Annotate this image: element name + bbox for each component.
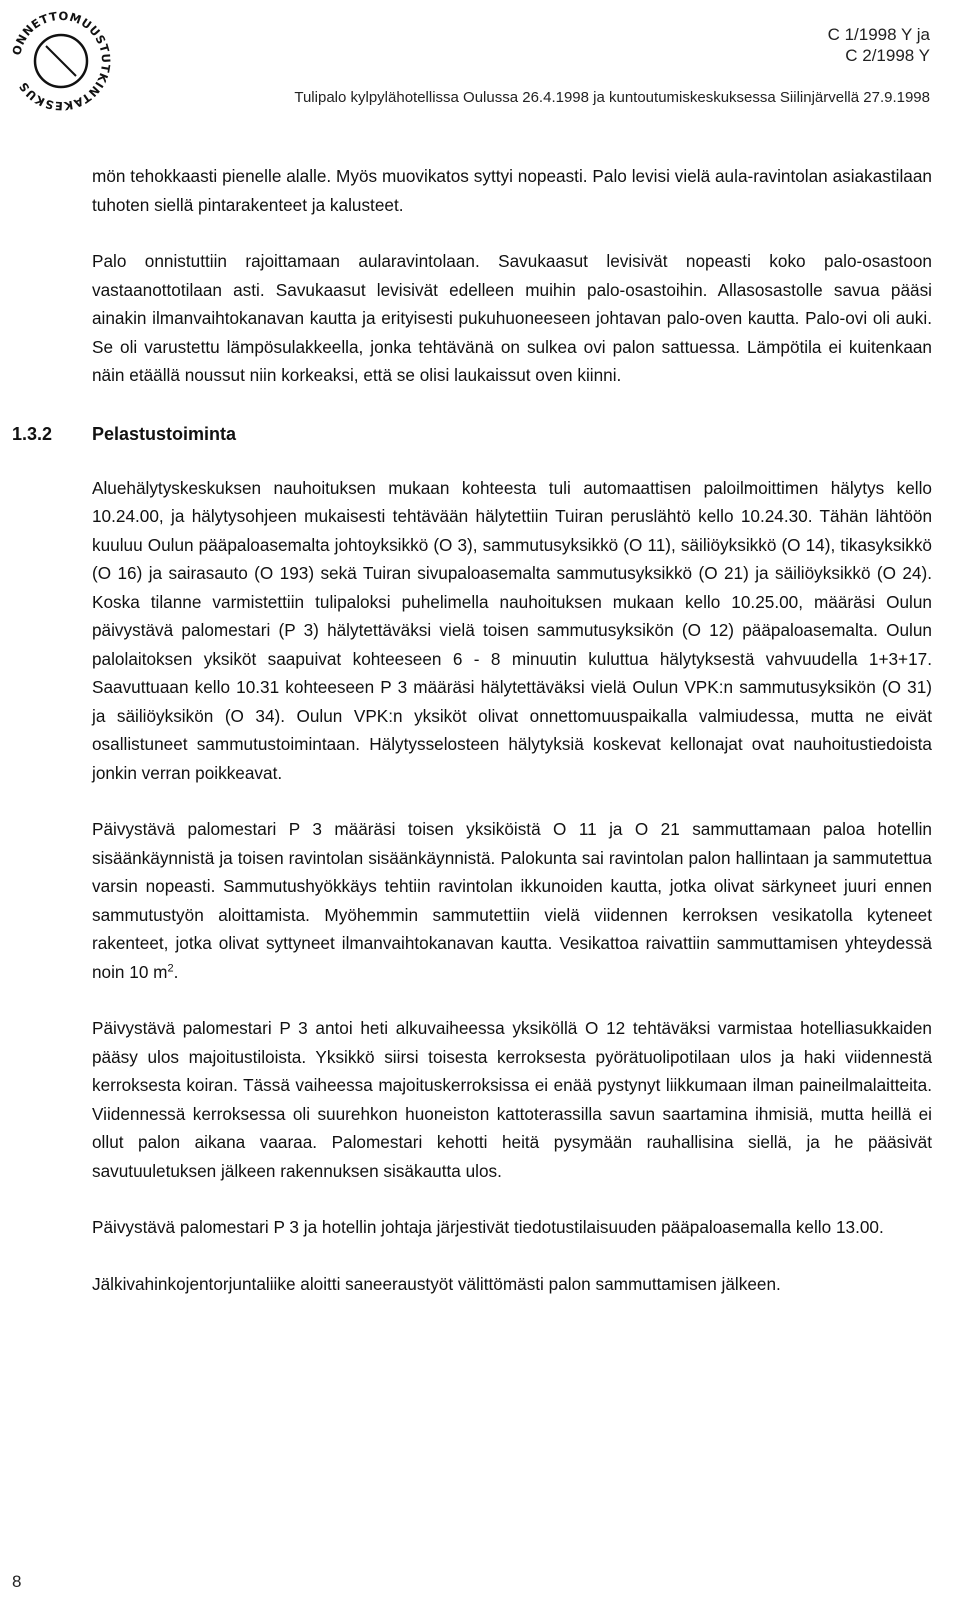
header-title: Tulipalo kylpylähotellissa Oulussa 26.4.1998 ja kuntoutumiskeskuksessa Siilinjärvellä 27.9.1998	[294, 89, 930, 106]
doc-code-line-2: C 2/1998 Y	[845, 46, 930, 65]
body-paragraph: Jälkivahinkojentorjuntaliike aloitti saneeraustyöt välittömästi palon sammuttamisen jälkeen.	[92, 1273, 781, 1294]
body-paragraph: Palo onnistuttiin rajoittamaan aularavintolaan. Savukaasut levisivät nopeasti koko palo-osastoon vastaanottotilaan asti. Savukaasut levisivät edelleen muihin palo-osastoihin. Allasosastolle savua pääsi ainakin ilmanvaihtokanavan kautta ja erityisesti pukuhuoneeseen johtavan palo-oven kautta. Palo-ovi oli auki. Se oli varustettu lämpösulakkeella, jonka tehtävänä on sulkea ovi palon sattuessa. Lämpötila ei kuitenkaan näin etäällä noussut niin korkeaksi, että se olisi laukaissut oven kiinni.	[92, 251, 932, 385]
document-body	[12, 162, 932, 1326]
section-title: Pelastustoiminta	[92, 423, 237, 444]
body-paragraph: Päivystävä palomestari P 3 antoi heti alkuvaiheessa yksiköllä O 12 tehtäväksi varmistaa hotelliasukkaiden pääsy ulos majoitustiloista. Yksikkö siirsi toisesta kerroksesta pyörätuolipotilaan ulos ja haki viidennestä kerroksesta koiran. Tässä vaiheessa majoituskerroksissa ei enää pystynyt liikkumaan ilman paineilmalaitteita. Viidennessä kerroksessa oli suurehkon huoneiston kattoterassilla savun saartamina ihmisiä, mutta heillä ei ollut palon aikana vaaraa. Palomestari kehotti heitä pysymään rauhallisina siellä, ja he pääsivät savutuuletuksen jälkeen rakennuksen sisäkautta ulos.	[92, 1018, 932, 1181]
page-number: 8	[12, 1572, 22, 1591]
paragraph-text: Päivystävä palomestari P 3 määräsi toisen yksiköistä O 11 ja O 21 sammuttamaan paloa hotellin sisäänkäynnistä ja toisen ravintolan sisäänkäynnistä. Palokunta sai ravintolan palon hallintaan ja sammutettua varsin nopeasti. Sammutushyökkäys tehtiin ravintolan ikkunoiden kautta, jotka olivat särkyneet juuri ennen sammutustyön aloittamista. Myöhemmin sammutettiin vielä viidennen kerroksen vesikatolla kyteneet rakenteet, jotka olivat syttyneet ilmanvaihtokanavan kautta. Vesikattoa raivattiin sammuttamisen yhteydessä noin 10 m	[92, 819, 932, 982]
body-paragraph: Päivystävä palomestari P 3 ja hotellin johtaja järjestivät tiedotustilaisuuden pääpaloasemalla kello 13.00.	[92, 1217, 884, 1237]
paragraph-suffix: .	[173, 961, 179, 982]
logo-text: ONNETTOMUUSTUTKINTAKESKUS	[9, 8, 114, 114]
body-paragraph	[92, 815, 932, 986]
superscript: 2	[167, 961, 174, 974]
body-paragraph: Aluehälytyskeskuksen nauhoituksen mukaan kohteesta tuli automaattisen paloilmoittimen hälytys kello 10.24.00, ja hälytysohjeen mukaisesti tehtävään hälytettiin Tuiran peruslähtö kello 10.24.30. Tähän lähtöön kuuluu Oulun pääpaloasemalta johtoyksikkö (O 3), sammutusyksikkö (O 11), säiliöyksikkö (O 14), tikasyksikkö (O 16) ja sairasauto (O 193) sekä Tuiran sivupaloasemalta sammutusyksikkö (O 21) ja säiliöyksikkö (O 24). Koska tilanne varmistettiin tulipaloksi puhelimella nauhoituksen mukaan kello 10.25.00, määräsi Oulun päivystävä palomestari (P 3) hälytettäväksi vielä toisen sammutusyksikön (O 12) pääpaloasemalta. Oulun palolaitoksen yksiköt saapuivat kohteeseen 6 - 8 minuutin kuluttua hälytyksestä vahvuudella 1+3+17. Saavuttuaan kello 10.31 kohteeseen P 3 määräsi hälytettäväksi vielä Oulun VPK:n sammutusyksikön (O 31) ja säiliöyksikön (O 34). Oulun VPK:n yksiköt olivat onnettomuuspaikalla valmiudessa, mutta ne eivät osallistuneet sammutustoimintaan. Hälytysselosteen hälytyksiä koskevat kellonajat ovat nauhoitustiedoista jonkin verran poikkeavat.	[92, 477, 932, 783]
doc-code	[828, 24, 930, 66]
section-number: 1.3.2	[12, 423, 53, 444]
logo-seal-icon	[6, 6, 116, 116]
body-paragraph: mön tehokkaasti pienelle alalle. Myös muovikatos syttyi nopeasti. Palo levisi vielä aula-ravintolan asiakastilaan tuhoten siellä pintarakenteet ja kalusteet.	[92, 166, 932, 215]
doc-code-line-1: C 1/1998 Y ja	[827, 25, 930, 44]
section-heading	[12, 420, 932, 448]
